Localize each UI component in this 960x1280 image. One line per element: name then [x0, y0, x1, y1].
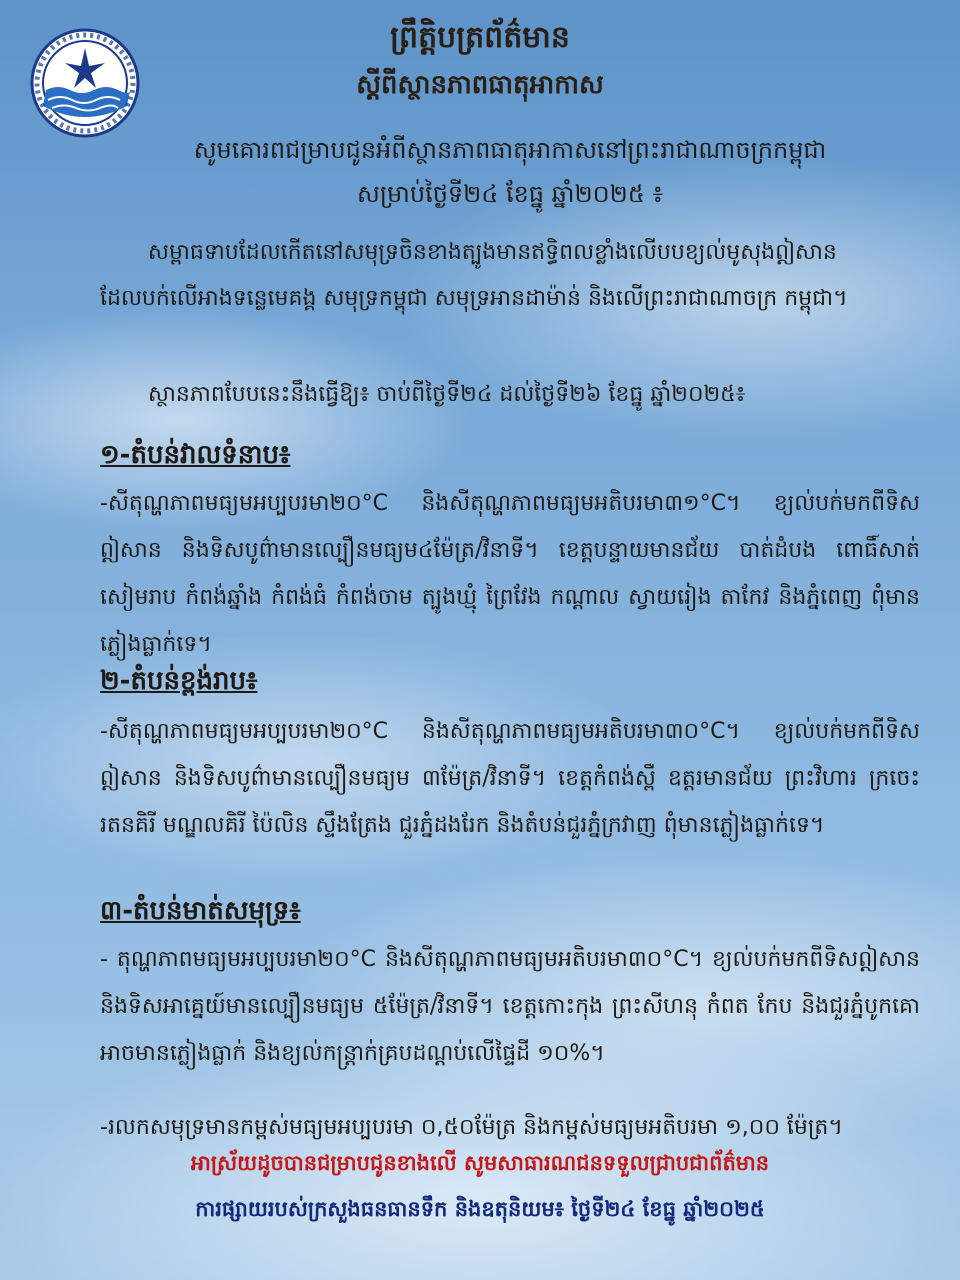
forecast-period-paragraph: ស្ថានភាពបែបនេះនឹងធ្វើឱ្យ៖ ចាប់ពីថ្ងៃទី២៤ ដល់ថ្ងៃទី២៦ ខែធ្នូ ឆ្នាំ២០២៥៖ — [148, 382, 746, 407]
section-title-coastal: ៣-តំបន់មាត់សមុទ្រ៖ — [100, 896, 301, 926]
intro-line-2: សម្រាប់ថ្ងៃទី២៤ ខែធ្នូ ឆ្នាំ២០២៥ ៖ — [356, 180, 663, 208]
section-body-lowland: -សីតុណ្ហភាពមធ្យមអប្បបរមា២០°C និងសីតុណ្ហភាពមធ្យមអតិបរមា៣១°C។ ខ្យល់បក់មកពីទិសឦសាន និងទិសបូព៌ាមានល្បឿនមធ្យម៤ម៉ែត្រ/វិនាទី។ ខេត្តបន្ទាយមានជ័យ បាត់ដំបង ពោធិ៍សាត់ សៀមរាប កំពង់ឆ្នាំង កំពង់ធំ កំពង់ចាម ត្បូងឃ្មុំ ព្រៃវែង កណ្តាល ស្វាយរៀង តាកែវ និងភ្នំពេញ ពុំមានភ្លៀងធ្លាក់ទេ។ — [100, 491, 920, 657]
bulletin-subtitle: ស្តីពីស្ថានភាពធាតុអាកាស — [356, 70, 604, 100]
bulletin-title: ព្រឹត្តិបត្រព័ត៌មាន — [390, 20, 570, 55]
synopsis-paragraph: សម្ពាធទាបដែលកើតនៅសមុទ្រចិនខាងត្បូងមានឥទ្ធិពលខ្លាំងលើបបខ្យល់មូសុងឦសាន ដែលបក់លើអាងទន្លេមេគង្គ សមុទ្រកម្ពុជា សមុទ្រអានដាម៉ាន់ និងលើព្រះរាជាណាចក្រ កម្ពុជា។ — [100, 240, 848, 311]
intro-line-1: សូមគោរពជម្រាបជូនអំពីស្ថានភាពធាតុអាកាសនៅព្រះរាជាណាចក្រកម្ពុជា — [193, 136, 827, 164]
section-title-plateau: ២-តំបន់ខ្ពង់រាប៖ — [100, 666, 258, 696]
section-body-coastal: - តុណ្ហភាពមធ្យមអប្បបរមា២០°C និងសីតុណ្ហភាពមធ្យមអតិបរមា៣០°C។ ខ្យល់បក់មកពីទិសឦសាន និងទិសអាគ្នេយ៍មានល្បឿនមធ្យម ៥ម៉ែត្រ/វិនាទី។ ខេត្តកោះកុង ព្រះសីហនុ កំពត កែប និងជួរភ្នំបូកគោ អាចមានភ្លៀងធ្លាក់ និងខ្យល់កន្ត្រាក់គ្របដណ្តប់លើផ្ទៃដី ១០%។ — [100, 947, 920, 1066]
footer-notice: អាស្រ័យដូចបានជម្រាបជូនខាងលើ សូមសាធារណជនទទួលជ្រាបជាព័ត៌មាន — [190, 1151, 770, 1175]
intro — [100, 128, 920, 216]
wave-height-note: -រលកសមុទ្រមានកម្ពស់មធ្យមអប្បបរមា ០,៥០ម៉ែត្រ និងកម្ពស់មធ្យមអតិបរមា ១,០០ ម៉ែត្រ។ — [100, 1115, 843, 1140]
section-body-plateau: -សីតុណ្ហភាពមធ្យមអប្បបរមា២០°C និងសីតុណ្ហភាពមធ្យមអតិបរមា៣០°C។ ខ្យល់បក់មកពីទិសឦសាន និងទិសបូព៌ាមានល្បឿនមធ្យម ៣ម៉ែត្រ/វិនាទី។ ខេត្តកំពង់ស្ពឺ ឧត្តរមានជ័យ ព្រះវិហារ ក្រចេះ រតនគិរី មណ្ឌលគិរី ប៉ៃលិន ស្ទឹងត្រែង ជួរភ្នំដងរែក និងតំបន់ជួរភ្នំក្រវាញ ពុំមានភ្លៀងធ្លាក់ទេ។ — [100, 719, 920, 838]
section-title-lowland: ១-តំបន់វាលទំនាប៖ — [100, 440, 291, 470]
footer-signature: ការផ្សាយរបស់ក្រសួងធនធានទឹក និងឧតុនិយម៖ ថ្ងៃទី២៤ ខែធ្នូ ឆ្នាំ២០២៥ — [195, 1197, 765, 1221]
